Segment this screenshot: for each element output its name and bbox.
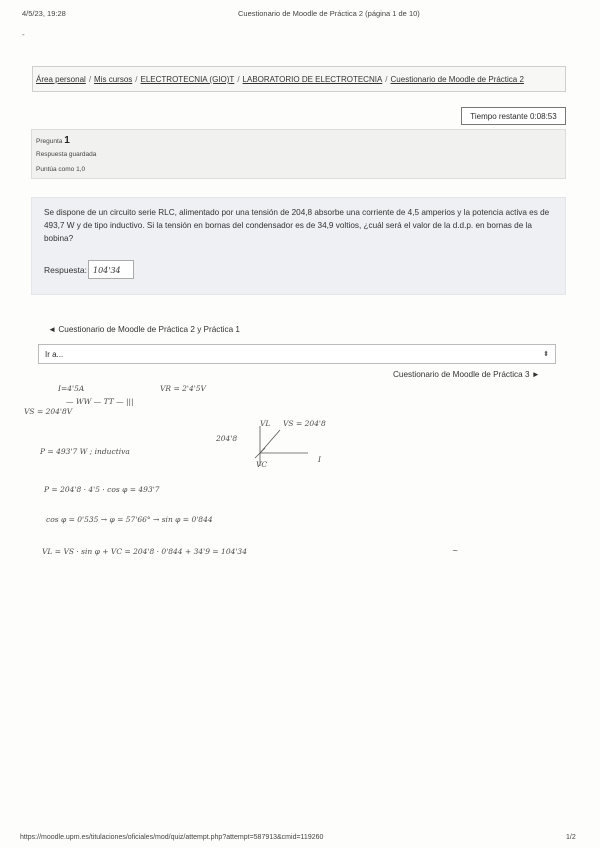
- answer-input[interactable]: 104'34: [88, 260, 134, 279]
- note-apparent-equation: P = 204'8 · 4'5 · cos φ = 493'7: [44, 485, 160, 494]
- breadcrumb-item-quiz[interactable]: Cuestionario de Moodle de Práctica 2: [390, 75, 524, 84]
- breadcrumb-item-mis-cursos[interactable]: Mis cursos: [94, 75, 133, 84]
- print-page-number: 1/2: [566, 834, 576, 841]
- next-activity-link[interactable]: Cuestionario de Moodle de Práctica 3 ►: [393, 370, 540, 379]
- breadcrumb-item-area-personal[interactable]: Área personal: [36, 75, 86, 84]
- breadcrumb-separator: /: [88, 75, 92, 84]
- print-doc-title: Cuestionario de Moodle de Práctica 2 (página 1 de 10): [238, 9, 420, 18]
- note-phasor-i: I: [318, 455, 321, 464]
- question-status: Respuesta guardada: [36, 151, 97, 158]
- breadcrumb-item-section[interactable]: LABORATORIO DE ELECTROTECNIA: [242, 75, 383, 84]
- answer-label: Respuesta:: [44, 265, 87, 275]
- print-date: 4/5/23, 19:28: [22, 9, 66, 18]
- select-caret-icon: ⬍: [543, 351, 549, 358]
- breadcrumb-separator: /: [237, 75, 240, 84]
- note-phasor-vl: VL: [260, 419, 271, 428]
- print-footer-url: https://moodle.upm.es/titulaciones/oficiales/mod/quiz/attempt.php?attempt=587913&cmid=119260: [20, 834, 324, 841]
- breadcrumb: [32, 66, 566, 92]
- phasor-diagram: [240, 418, 320, 478]
- note-phasor-vs: VS = 204'8: [283, 419, 326, 428]
- header-dash: -: [22, 30, 25, 39]
- note-cos-equation: cos φ = 0'535 → φ = 57'66° → sin φ = 0'844: [46, 515, 213, 524]
- note-supply-voltage: VS = 204'8V: [24, 407, 73, 416]
- jump-to-label: Ir a...: [45, 350, 64, 359]
- breadcrumb-item-course[interactable]: ELECTROTECNIA (GIO)T: [140, 75, 235, 84]
- note-phasor-vc: VC: [256, 460, 268, 469]
- question-number: 1: [64, 135, 70, 146]
- note-current: I=4'5A: [58, 384, 85, 393]
- note-circuit-sketch: — WW — TT — |||: [66, 397, 134, 406]
- note-dash-mark: ~: [452, 546, 459, 555]
- breadcrumb-separator: /: [385, 75, 388, 84]
- note-vr: VR = 2'4'5V: [160, 384, 206, 393]
- previous-activity-link[interactable]: ◄ Cuestionario de Moodle de Práctica 2 y Práctica 1: [48, 325, 240, 334]
- jump-to-select[interactable]: [38, 344, 556, 364]
- question-text: Se dispone de un circuito serie RLC, alimentado por una tensión de 204,8 absorbe una corriente de 4,5 amperios y la potencia activa es de 493,7 W y de tipo inductivo. Si la tensión en bornas del condensador es de 34,9 voltios, ¿cuál será el valor de la d.d.p. en bornas de la bobina?: [44, 208, 550, 243]
- question-number-line: [36, 135, 70, 146]
- note-power-equation: P = 493'7 W ; inductiva: [40, 447, 130, 456]
- time-remaining: Tiempo restante 0:08:53: [461, 107, 566, 125]
- question-info-panel: [31, 129, 566, 179]
- note-phasor-v: 204'8: [216, 434, 238, 443]
- note-vl-equation: VL = VS · sin φ + VC = 204'8 · 0'844 + 34'9 = 104'34: [42, 547, 247, 556]
- question-panel: [31, 197, 566, 295]
- question-label: Pregunta: [36, 138, 63, 145]
- breadcrumb-separator: /: [135, 75, 138, 84]
- question-points: Puntúa como 1,0: [36, 166, 86, 173]
